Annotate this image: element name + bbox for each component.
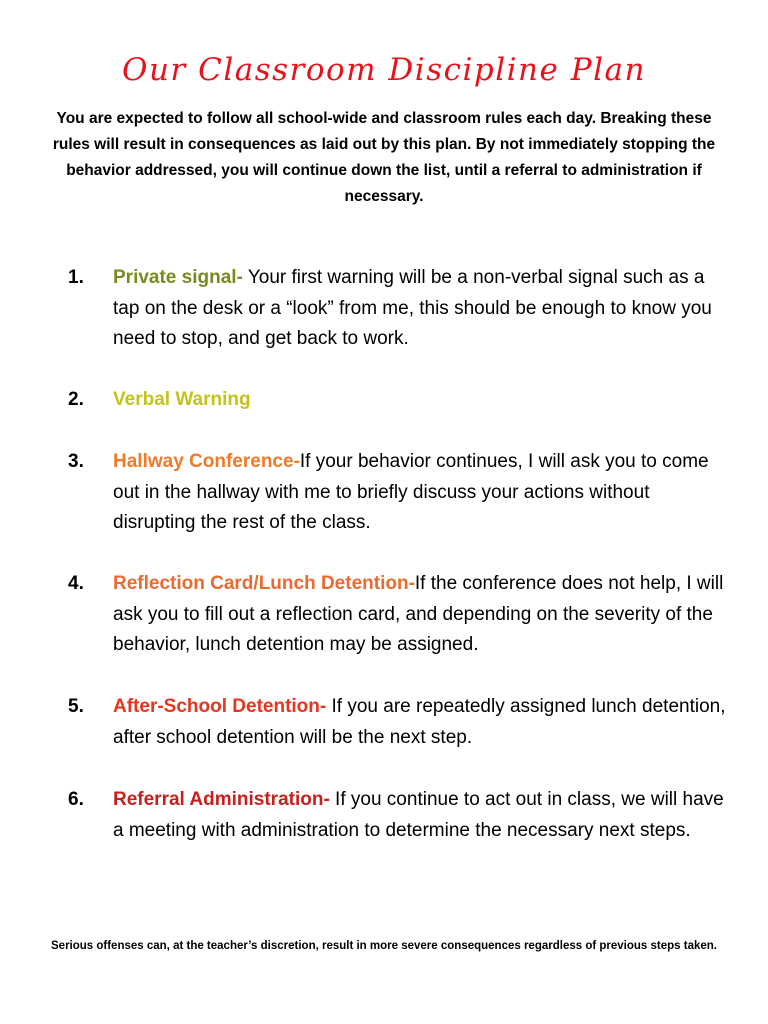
step-body — [113, 447, 728, 539]
intro-paragraph: You are expected to follow all school-wide and classroom rules each day. Breaking these rules will result in consequences as laid out by this plan. By not immediately stopping the behavior addressed, you will continue down the list, until a referral to administration if necessary. — [52, 110, 716, 205]
step-body — [113, 569, 728, 661]
step-body — [113, 785, 728, 846]
step-number: 3. — [68, 451, 84, 472]
step-label: Hallway Conference- — [113, 451, 300, 472]
step-text: If you are repeatedly assigned lunch detention, after school detention will be the next step. — [113, 696, 726, 748]
step-text: If your behavior continues, I will ask you to come out in the hallway with me to briefly discuss your actions without disrupting the rest of the class. — [113, 451, 709, 533]
step-body — [113, 692, 728, 753]
step-body — [113, 263, 728, 355]
page-title: Our Classroom Discipline Plan — [122, 52, 646, 88]
step-number: 6. — [68, 789, 84, 810]
step-label: Private signal- — [113, 267, 243, 288]
step-label: Referral Administration- — [113, 789, 330, 810]
footer-note: Serious offenses can, at the teacher’s discretion, result in more severe consequences regardless of previous steps taken. — [51, 940, 717, 952]
step-text: Your first warning will be a non-verbal signal such as a tap on the desk or a “look” from me, this should be enough to know you need to stop, and get back to work. — [113, 267, 712, 349]
step-body — [113, 385, 728, 416]
step-text: If you continue to act out in class, we will have a meeting with administration to determine the necessary next steps. — [113, 789, 724, 841]
step-text: If the conference does not help, I will ask you to fill out a reflection card, and depending on the severity of the behavior, lunch detention may be assigned. — [113, 573, 724, 655]
step-number: 2. — [68, 389, 84, 410]
step-label: Verbal Warning — [113, 389, 251, 410]
step-number: 4. — [68, 573, 84, 594]
step-number: 1. — [68, 267, 84, 288]
step-number: 5. — [68, 696, 84, 717]
step-label: After-School Detention- — [113, 696, 327, 717]
step-label: Reflection Card/Lunch Detention- — [113, 573, 415, 594]
